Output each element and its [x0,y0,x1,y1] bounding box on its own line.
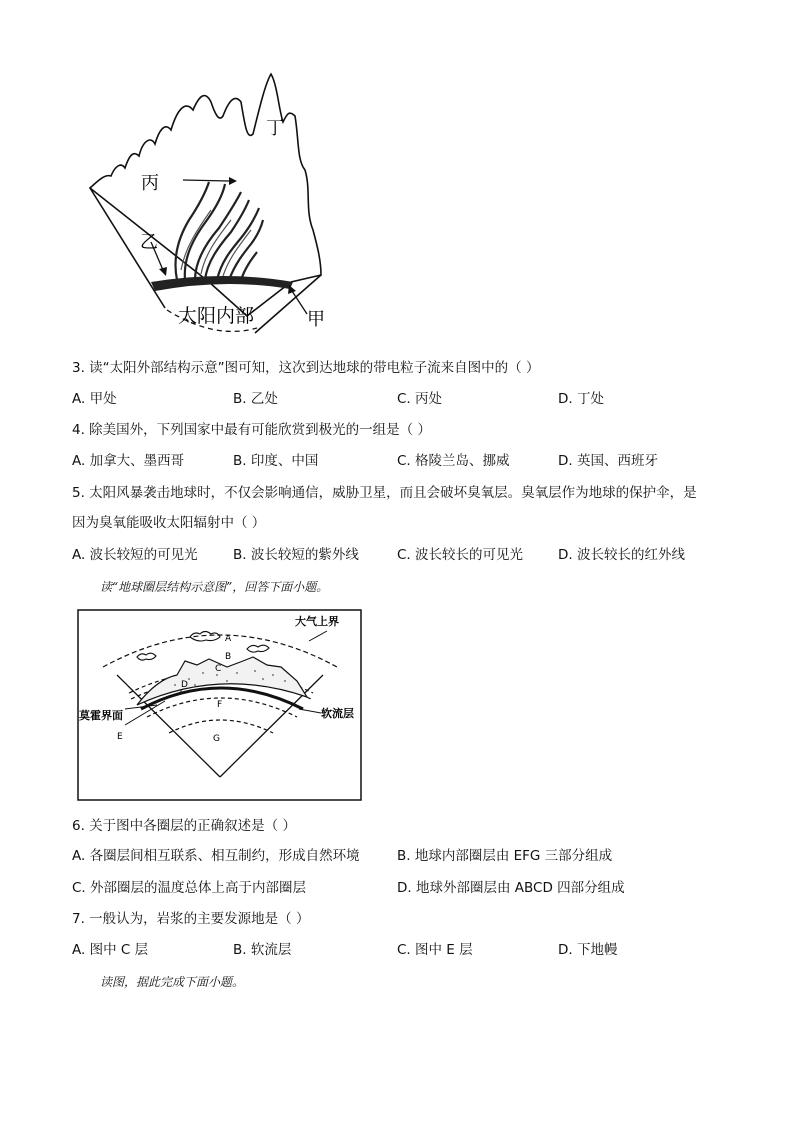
q7-option-a[interactable]: A. 图中 C 层 [72,942,149,958]
q6-option-b[interactable]: B. 地球内部圈层由 EFG 三部分组成 [397,848,613,864]
label-moho: 莫霍界面 [79,709,123,722]
q3-option-a[interactable]: A. 甲处 [72,391,117,407]
section-intro-1: 读“地球圈层结构示意图”，回答下面小题。 [100,580,329,594]
question-5-stem-line1: 5. 太阳风暴袭击地球时，不仅会影响通信，威胁卫星，而且会破坏臭氧层。臭氧层作为地球的保护伞，是 [72,485,697,501]
q4-option-a[interactable]: A. 加拿大、墨西哥 [72,453,185,469]
q7-option-d[interactable]: D. 下地幔 [558,942,618,958]
label-yi: 乙 [140,232,158,253]
q7-option-b[interactable]: B. 软流层 [233,942,292,958]
q3-option-b[interactable]: B. 乙处 [233,391,278,407]
sun-structure-figure [85,70,330,345]
label-ding: 丁 [266,118,284,139]
q7-option-c[interactable]: C. 图中 E 层 [397,942,473,958]
q4-option-b[interactable]: B. 印度、中国 [233,453,319,469]
question-5-stem-line2: 因为臭氧能吸收太阳辐射中（ ） [72,515,266,531]
q5-option-d[interactable]: D. 波长较长的红外线 [558,547,685,563]
q6-option-d[interactable]: D. 地球外部圈层由 ABCD 四部分组成 [397,880,625,896]
q5-option-b[interactable]: B. 波长较短的紫外线 [233,547,359,563]
q4-option-d[interactable]: D. 英国、西班牙 [558,453,658,469]
question-7-stem: 7. 一般认为，岩浆的主要发源地是（ ） [72,911,310,927]
label-f: F [217,700,223,710]
label-bing: 丙 [141,173,159,194]
label-g: G [213,734,220,744]
label-jia: 甲 [307,309,325,330]
label-atmosphere-top: 大气上界 [295,615,339,628]
q3-option-c[interactable]: C. 丙处 [397,391,443,407]
q5-option-a[interactable]: A. 波长较短的可见光 [72,547,198,563]
label-b: B [225,652,232,662]
label-interior: 太阳内部 [178,305,255,327]
question-4-stem: 4. 除美国外，下列国家中最有可能欣赏到极光的一组是（ ） [72,422,431,438]
label-e: E [117,732,123,742]
q4-option-c[interactable]: C. 格陵兰岛、挪威 [397,453,510,469]
label-asthenosphere: 软流层 [321,707,354,720]
q3-option-d[interactable]: D. 丁处 [558,391,604,407]
question-6-stem: 6. 关于图中各圈层的正确叙述是（ ） [72,818,296,834]
label-a: A [225,634,232,644]
q6-option-a[interactable]: A. 各圈层间相互联系、相互制约，形成自然环境 [72,848,360,864]
question-3-stem: 3. 读“太阳外部结构示意”图可知，这次到达地球的带电粒子流来自图中的（ ） [72,360,540,376]
earth-sphere-figure [77,609,363,802]
q6-option-c[interactable]: C. 外部圈层的温度总体上高于内部圈层 [72,880,307,896]
q5-option-c[interactable]: C. 波长较长的可见光 [397,547,524,563]
section-intro-2: 读图，据此完成下面小题。 [100,975,245,989]
label-c: C [215,664,222,674]
label-d: D [181,680,188,690]
